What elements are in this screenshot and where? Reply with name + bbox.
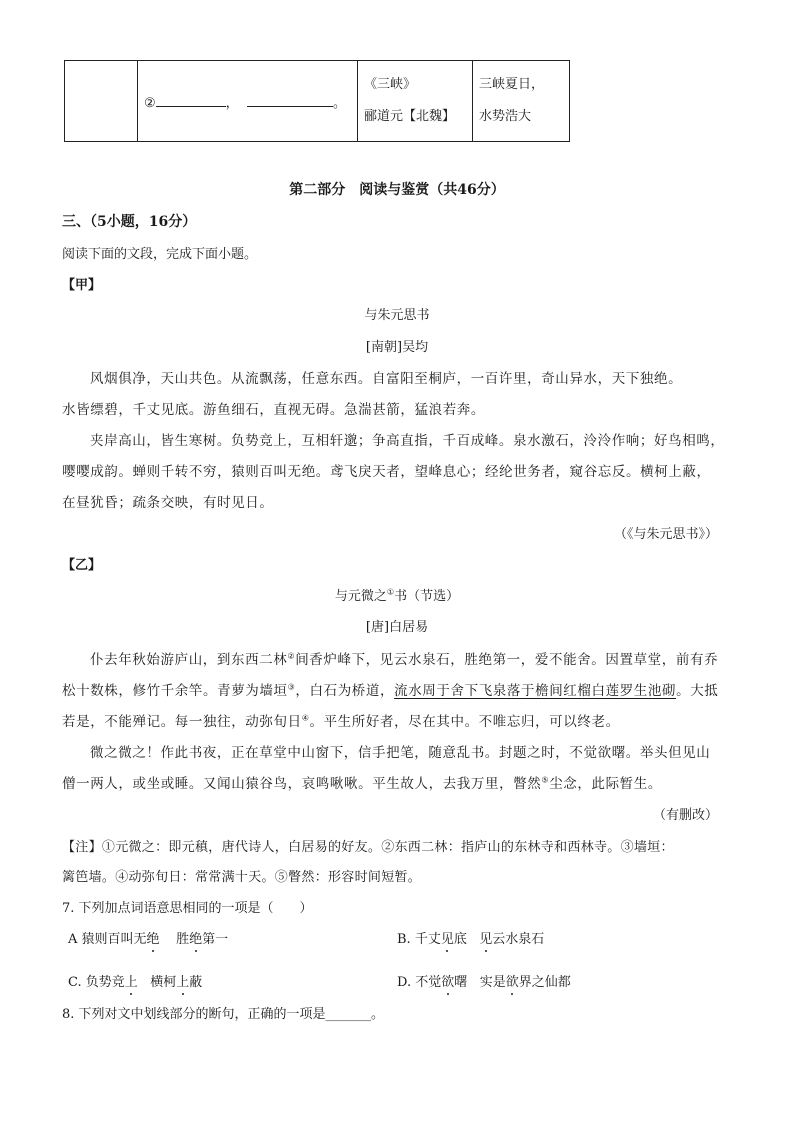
instruction: 阅读下面的文段，完成下面小题。	[62, 247, 258, 262]
footnote-mark: ④	[301, 713, 310, 723]
option-a[interactable]	[68, 928, 228, 947]
text: 僧一两人，或坐或睡。又闻山猿谷鸟，哀鸣啾啾。平生故人，去我万里，瞥然	[62, 776, 542, 792]
passage-yi-line	[62, 772, 662, 792]
fill-blank-1[interactable]	[156, 94, 226, 107]
text: 蔽	[189, 975, 203, 990]
text: ，白石为桥道，	[295, 683, 395, 699]
answer-blank[interactable]: _______	[325, 1007, 372, 1022]
notes-line: 【注】①元微之：即元稹，唐代诗人，白居易的好友。②东西二林：指庐山的东林寺和西林寺。③墙垣：	[62, 840, 674, 855]
text: 松十数株，修竹千余竿。青萝为墙垣	[62, 683, 288, 699]
text: 。平生所好者，尽在其中。不唯忘归，可以终老。	[309, 714, 620, 730]
passage-jia-title: 与朱元思书	[364, 308, 430, 323]
dotted-word: 欲	[505, 975, 519, 990]
text: 。大抵	[676, 683, 719, 699]
option-c[interactable]	[68, 971, 202, 990]
text: 界之仙都	[518, 975, 571, 990]
footnote-mark: ③	[287, 682, 296, 692]
passage-jia-line: 夹岸高山，皆生寒树。负势竞上，互相轩邈；争高直指，千百成峰。泉水激石，泠泠作响；好鸟相鸣，	[90, 433, 725, 449]
footnote-mark: ①	[386, 587, 395, 597]
text: 尘念，此际暂生。	[549, 776, 662, 792]
text: 横柯	[150, 975, 177, 990]
passage-jia-line: 在昼犹昏；疏条交映，有时见日。	[62, 495, 274, 511]
question-7-stem: 7. 下列加点词语意思相同的一项是（ ）	[62, 901, 313, 916]
section-heading: 三、（5小题，16分）	[62, 214, 197, 230]
passage-jia-source: （《与朱元思书》）	[613, 527, 718, 542]
part-heading: 第二部分 阅读与鉴赏（共46分）	[289, 182, 505, 198]
option-label: A	[68, 932, 78, 947]
option-b[interactable]	[397, 928, 544, 947]
dotted-word: 上	[124, 975, 138, 990]
table-cell-blanks	[138, 61, 358, 142]
passage-jia-marker: 【甲】	[62, 278, 102, 293]
passage-jia-line: 水皆缥碧，千丈见底。游鱼细石，直视无碍。急湍甚箭，猛浪若奔。	[62, 402, 485, 418]
dotted-word: 绝	[146, 932, 160, 947]
dotted-word: 见	[479, 932, 493, 947]
text: 胜	[176, 932, 190, 947]
summary-line: 三峡夏日，	[479, 77, 545, 92]
option-label: C.	[68, 975, 82, 990]
passage-jia-line: 嘤嘤成韵。蝉则千转不穷，猿则百叫无绝。鸢飞戾天者，望峰息心；经纶世务者，窥谷忘反。横柯上蔽，	[62, 464, 711, 480]
table-cell-summary	[473, 61, 570, 142]
text: 第一	[202, 932, 229, 947]
period: 。	[332, 95, 346, 111]
text: 间香炉峰下，见云水泉石，胜绝第一，爱不能舍。因置草堂，前有乔	[295, 652, 719, 668]
passage-yi-marker: 【乙】	[62, 558, 102, 573]
text: 云水泉石	[492, 932, 545, 947]
passage-jia-line: 风烟俱净，天山共色。从流飘荡，任意东西。自富阳至桐庐，一百许里，奇山异水，天下独绝。	[90, 371, 683, 387]
option-d[interactable]	[397, 971, 571, 990]
option-label: B.	[397, 932, 411, 947]
text: 负势竞	[85, 975, 125, 990]
title-text: 与元微之	[334, 589, 387, 604]
summary-line: 水势浩大	[479, 109, 532, 124]
notes-line: 篱笆墙。④动弥旬日：常常满十天。⑤瞥然：形容时间短暂。	[62, 870, 422, 885]
text: 仆去年秋始游庐山，到东西二林	[90, 652, 288, 668]
text: 不觉	[415, 975, 442, 990]
title-text: 书（节选）	[394, 589, 460, 604]
source-title: 《三峡》	[364, 77, 417, 92]
underlined-sentence: 流水周于舍下飞泉落于檐间红榴白莲罗生池砌	[394, 683, 677, 699]
separator: ，	[225, 95, 239, 111]
passage-yi-source: （有删改）	[652, 808, 718, 823]
blank-label: ②	[144, 95, 156, 111]
text: 若是，不能殚记。每一独往，动弥旬日	[62, 714, 302, 730]
passage-yi-line	[62, 679, 718, 699]
dotted-word: 绝	[189, 932, 203, 947]
table-cell-source	[358, 61, 473, 142]
passage-yi-line	[90, 648, 718, 668]
table-cell-empty	[65, 61, 138, 142]
dotted-word: 上	[176, 975, 190, 990]
text: 千丈	[414, 932, 441, 947]
option-label: D.	[397, 975, 412, 990]
text: 底	[453, 932, 467, 947]
text: 。	[371, 1007, 385, 1022]
passage-yi-title	[0, 585, 794, 604]
dotted-word: 见	[440, 932, 454, 947]
footnote-mark: ⑤	[541, 775, 550, 785]
passage-yi-line: 微之微之！作此书夜，正在草堂中山窗下，信手把笔，随意乱书。封题之时，不觉欲曙。举头但见山	[90, 745, 711, 761]
source-author: 郦道元【北魏】	[364, 109, 456, 124]
text: 8. 下列对文中划线部分的断句，正确的一项是	[62, 1007, 326, 1022]
fill-blank-2[interactable]	[247, 94, 333, 107]
passage-jia-author: [南朝]吴均	[365, 340, 429, 355]
passage-yi-author: [唐]白居易	[365, 620, 429, 635]
dotted-word: 欲	[441, 975, 455, 990]
text: 猿则百叫无	[81, 932, 147, 947]
text: 曙	[454, 975, 468, 990]
footnote-mark: ②	[287, 651, 296, 661]
question-8-stem	[62, 1003, 384, 1022]
passage-yi-line	[62, 710, 620, 730]
answer-table	[64, 60, 570, 142]
text: 实是	[479, 975, 506, 990]
